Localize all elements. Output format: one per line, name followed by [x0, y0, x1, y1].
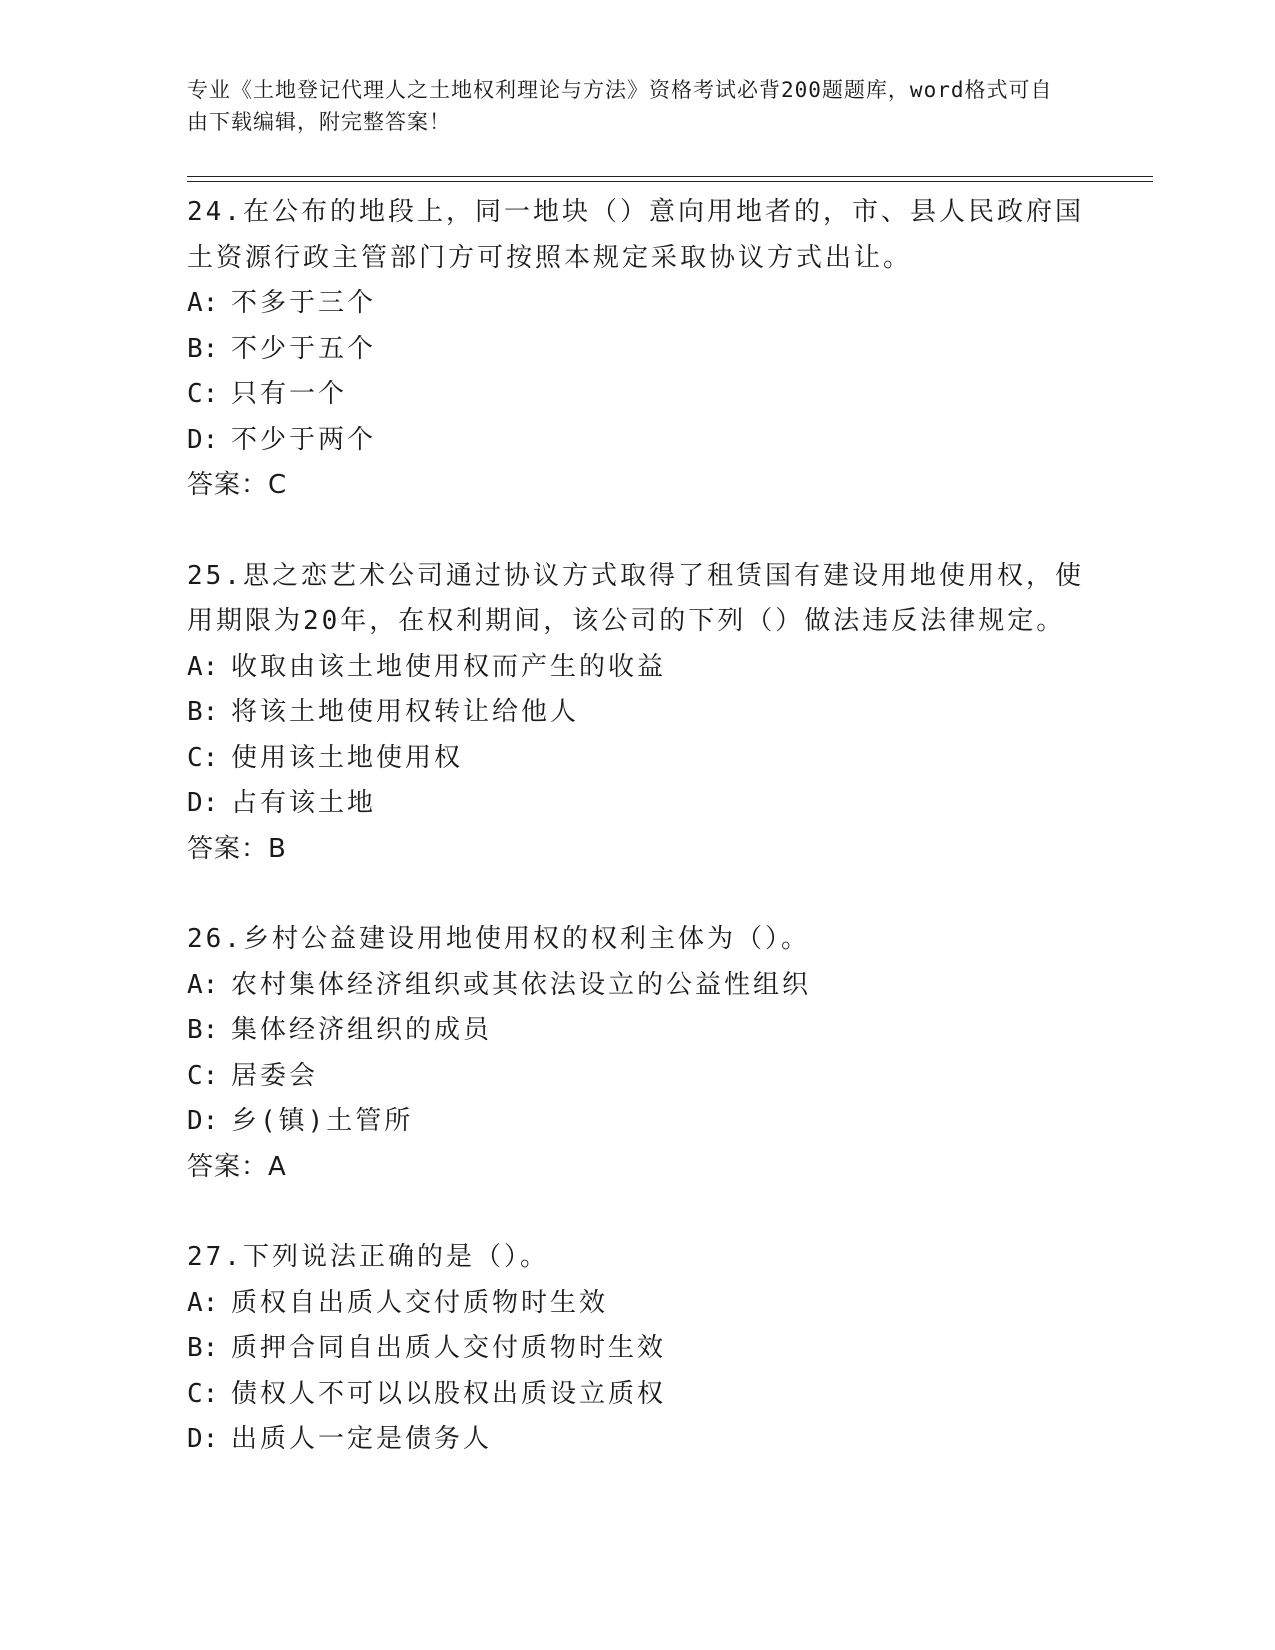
option-text: 不少于两个 [231, 424, 377, 455]
option-text: 农村集体经济组织或其依法设立的公益性组织 [231, 969, 812, 1000]
option-text: 质押合同自出质人交付质物时生效 [231, 1333, 667, 1363]
document-header: 专业《土地登记代理人之土地权利理论与方法》资格考试必背200题题库，word格式可自由下载编辑，附完整答案！ [187, 78, 1053, 134]
option-letter: B: [187, 333, 219, 364]
option-b [187, 327, 1087, 373]
option-b [187, 1326, 1087, 1372]
option-text: 收取由该土地使用权而产生的收益 [231, 651, 667, 682]
option-a [187, 1281, 1087, 1327]
option-letter: D: [187, 1424, 219, 1454]
option-letter: A: [187, 1287, 219, 1318]
header-divider-top [187, 176, 1153, 177]
option-letter: C: [187, 1060, 219, 1091]
option-letter: A: [187, 969, 219, 1000]
option-text: 集体经济组织的成员 [231, 1015, 493, 1045]
option-text: 占有该土地 [231, 788, 377, 818]
question-text: 27.下列说法正确的是（）。 [187, 1242, 549, 1272]
option-text: 只有一个 [231, 379, 348, 409]
option-letter: C: [187, 1378, 219, 1409]
option-letter: C: [187, 379, 219, 409]
question-list [187, 190, 1087, 1508]
option-text: 居委会 [231, 1060, 319, 1091]
option-letter: B: [187, 1015, 219, 1045]
option-text: 出质人一定是债务人 [231, 1424, 493, 1454]
option-text: 质权自出质人交付质物时生效 [231, 1287, 609, 1318]
option-a [187, 281, 1087, 327]
option-text: 乡(镇)土管所 [231, 1106, 414, 1136]
option-letter: D: [187, 788, 219, 818]
option-text: 使用该土地使用权 [231, 742, 464, 773]
option-b [187, 690, 1087, 736]
question-25 [187, 554, 1087, 873]
option-c [187, 372, 1087, 418]
question-text: 25.思之恋艺术公司通过协议方式取得了租赁国有建设用地使用权，使用期限为20年，在权利期间，该公司的下列（）做法违反法律规定。 [187, 560, 1084, 636]
option-text: 债权人不可以以股权出质设立质权 [231, 1378, 667, 1409]
option-d [187, 1417, 1087, 1463]
question-text: 26.乡村公益建设用地使用权的权利主体为（）。 [187, 924, 810, 954]
header-divider-bottom [187, 181, 1153, 182]
option-letter: B: [187, 1333, 219, 1363]
option-a [187, 645, 1087, 691]
question-26 [187, 917, 1087, 1190]
option-text: 不多于三个 [231, 288, 377, 318]
option-d [187, 781, 1087, 827]
option-c [187, 1372, 1087, 1418]
option-text: 不少于五个 [231, 333, 377, 364]
option-d [187, 1099, 1087, 1145]
option-c [187, 1054, 1087, 1100]
question-24 [187, 190, 1087, 509]
option-text: 将该土地使用权转让给他人 [231, 697, 580, 727]
option-d [187, 418, 1087, 464]
answer-line: 答案：A [187, 1151, 287, 1182]
option-c [187, 736, 1087, 782]
option-b [187, 1008, 1087, 1054]
option-letter: A: [187, 651, 219, 682]
option-a [187, 963, 1087, 1009]
question-text: 24.在公布的地段上，同一地块（）意向用地者的，市、县人民政府国土资源行政主管部门方可按照本规定采取协议方式出让。 [187, 197, 1084, 273]
option-letter: B: [187, 697, 219, 727]
option-letter: A: [187, 288, 219, 318]
answer-line: 答案：B [187, 833, 287, 864]
option-letter: D: [187, 424, 219, 455]
option-letter: D: [187, 1106, 219, 1136]
option-letter: C: [187, 742, 219, 773]
question-27 [187, 1235, 1087, 1463]
answer-line: 答案：C [187, 470, 288, 500]
